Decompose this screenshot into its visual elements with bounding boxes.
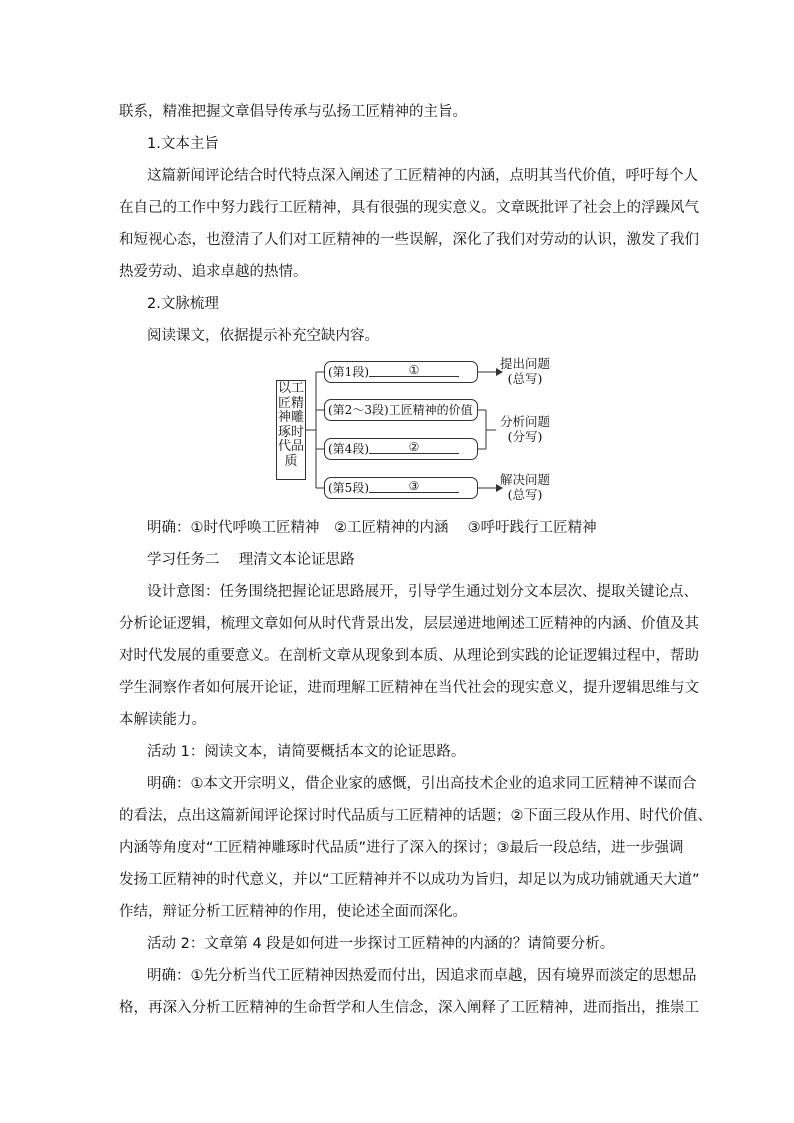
diagram-node-para4: (第4段) ② [324, 438, 478, 460]
section1-line: 和短视心态，也澄清了人们对工匠精神的一些误解，深化了我们对劳动的认识，激发了我们 [119, 232, 699, 248]
answer-2-line: 明确：①本文开宗明义，借企业家的感慨，引出高技术企业的追求同工匠精神不谋而合 [147, 776, 697, 792]
section1-heading: 1.文本主旨 [147, 136, 219, 152]
section2-instruction: 阅读课文，依据提示补充空缺内容。 [147, 328, 379, 344]
design-line: 分析论证逻辑，梳理文章如何从时代背景出发，层层递进地阐述工匠精神的内涵、价值及其 [119, 616, 699, 632]
answer-3-line: 明确：①先分析当代工匠精神因热爱而付出，因追求而卓越，因有境界而淡定的思想品 [147, 968, 697, 984]
structure-diagram [274, 350, 564, 505]
answer-2-line: 内涵等角度对“工匠精神雕琢时代品质”进行了深入的探讨；③最后一段总结，进一步强调 [119, 840, 684, 856]
answer-2-line: 作结，辩证分析工匠精神的作用，使论述全面而深化。 [119, 904, 467, 920]
diagram-node-para1: (第1段) ① [324, 361, 478, 383]
answer-2-line: 发扬工匠精神的时代意义，并以“工匠精神并不以成功为旨归，却足以为成功铺就通天大道” [119, 872, 700, 888]
section1-line: 热爱劳动、追求卓越的热情。 [119, 264, 308, 280]
section1-line: 这篇新闻评论结合时代特点深入阐述了工匠精神的内涵，点明其当代价值，呼吁每个人 [147, 168, 698, 184]
design-line: 对时代发展的重要意义。在剖析文章从现象到本质、从理论到实践的论证逻辑过程中，帮助 [119, 648, 699, 664]
activity-2: 活动 2：文章第 4 段是如何进一步探讨工匠精神的内涵的？请简要分析。 [147, 936, 615, 952]
answer-3-line: 格，再深入分析工匠精神的生命哲学和人生信念，深入阐释了工匠精神，进而指出，推崇工 [119, 1000, 699, 1016]
diagram-side-solve: 解决问题 (总写) [499, 472, 550, 502]
design-line: 学生洞察作者如何展开论证，进而理解工匠精神在当代社会的现实意义，提升逻辑思维与文 [119, 680, 699, 696]
diagram-node-para2-3: (第2～3段)工匠精神的价值 [324, 399, 478, 421]
diagram-root-title: 以工 匠精 神雕 琢时 代品 质 [276, 380, 306, 480]
design-line: 设计意图：任务围绕把握论证思路展开，引导学生通过划分文本层次、提取关键论点、 [147, 584, 698, 600]
answer-1: 明确：①时代呼唤工匠精神 ②工匠精神的内涵 ③呼吁践行工匠精神 [147, 520, 597, 536]
diagram-node-para5: (第5段) ③ [324, 477, 478, 499]
diagram-side-analyze: 分析问题 (分写) [499, 414, 550, 444]
task2-title: 学习任务二 理清文本论证思路 [147, 552, 355, 568]
design-line: 本解读能力。 [119, 712, 206, 728]
section2-heading: 2.文脉梳理 [147, 296, 219, 312]
para1-tail: 联系，精准把握文章倡导传承与弘扬工匠精神的主旨。 [119, 104, 467, 120]
activity-1: 活动 1：阅读文本，请简要概括本文的论证思路。 [147, 744, 466, 760]
diagram-side-raise: 提出问题 (总写) [499, 356, 550, 386]
section1-line: 在自己的工作中努力践行工匠精神，具有很强的现实意义。文章既批评了社会上的浮躁风气 [119, 200, 699, 216]
answer-2-line: 的看法，点出这篇新闻评论探讨时代品质与工匠精神的话题；②下面三段从作用、时代价值、 [119, 808, 712, 824]
